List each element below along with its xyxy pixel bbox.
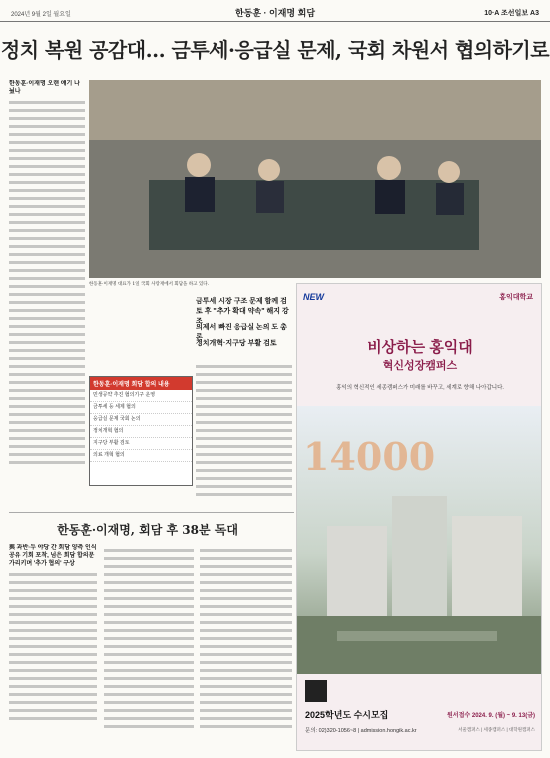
agreement-box-title: 한동훈·이재명 회담 합의 내용	[90, 377, 192, 390]
ad-admission-title: 2025학년도 수시모집	[305, 710, 389, 720]
qr-code-icon	[305, 680, 327, 702]
hongik-advertisement[interactable]	[296, 283, 542, 751]
article-column-left	[9, 80, 85, 498]
article2-col2	[104, 544, 194, 754]
ad-description: 홍익의 혁신적인 세종캠퍼스가 미래를 바꾸고, 세계로 향해 나아갑니다.	[336, 385, 504, 391]
ad-contact[interactable]: 문의: 02)320-1056~8 | admission.hongik.ac.kr	[305, 728, 417, 734]
ad-brand-logo: 홍익대학교	[499, 294, 533, 301]
agreement-item: 응급실 문제 국회 논의	[90, 414, 192, 426]
page-header	[0, 0, 550, 22]
subhead-2: 의제서 빠진 응급실 논의 도 총론	[196, 324, 287, 341]
meeting-photo	[89, 80, 541, 278]
ad-big-number: 14000	[303, 434, 436, 479]
article-text	[9, 101, 85, 464]
agreement-item: 의료 개혁 협의	[90, 450, 192, 462]
ad-new-tag: NEW	[303, 292, 324, 302]
agreement-box	[89, 376, 193, 486]
ad-campus-list: 서울캠퍼스 | 세종캠퍼스 | 대학원캠퍼스	[458, 727, 535, 732]
article-column-mid	[196, 360, 292, 498]
ad-title: 비상하는 홍익대	[367, 339, 473, 356]
second-headline: 한동훈·이재명, 회담 후 38분 독대	[57, 523, 238, 537]
meeting-photo-image	[89, 80, 541, 278]
subhead-3: 정치개혁·지구당 부활 검토	[196, 340, 277, 347]
article2-col3	[200, 544, 292, 754]
agreement-item: 정치개혁 협의	[90, 426, 192, 438]
photo-caption: 한동훈·이재명 대표가 1일 국회 사랑재에서 회담을 하고 있다.	[89, 282, 210, 287]
main-headline: 정치 복원 공감대… 금투세·응급실 문제, 국회 차원서 협의하기로	[0, 38, 550, 62]
divider	[9, 512, 294, 513]
section-title: 한동훈 · 이재명 회담	[234, 8, 316, 18]
agreement-item: 지구당 부활 검토	[90, 438, 192, 450]
subhead-1: 금투세 시장 구조 문제 함께 검토 후 "추가 확대 약속" 해지 강조	[196, 298, 289, 325]
agreement-item: 금투세 등 세제 협의	[90, 402, 192, 414]
ad-application-date: 원서접수 2024. 9. (월) ~ 9. 13(금)	[447, 713, 535, 719]
agreement-item: 민생공약 추진 협의기구 운영	[90, 390, 192, 402]
article-kicker: 한동훈·이재명 오랜 얘기 나눴나	[9, 81, 80, 95]
ad-subtitle: 혁신성장캠퍼스	[382, 360, 458, 372]
page-number: 10·A 조선일보 A3	[484, 10, 539, 17]
article2-col1	[9, 544, 97, 754]
issue-date: 2024년 9월 2일 월요일	[11, 12, 71, 18]
article2-lead: 與 과반·두 야당 간 회담 양측 인식 공유 기회 포착, 넘은 회담 합의문 가리키며 '추가 협의' 구상	[9, 545, 97, 567]
